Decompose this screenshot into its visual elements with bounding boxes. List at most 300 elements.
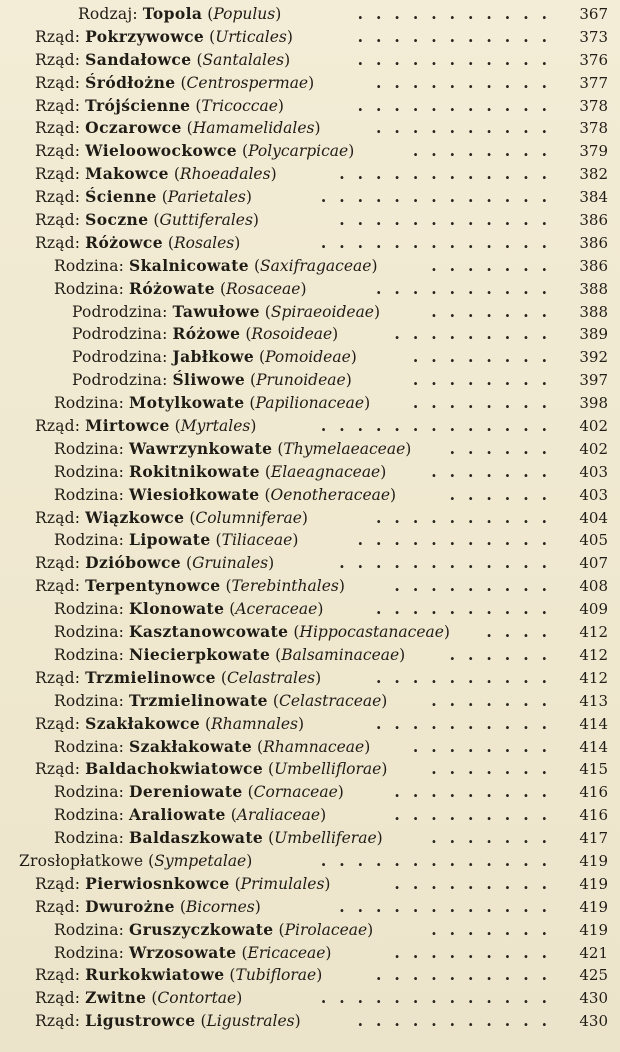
toc-entry [0,667,620,690]
dot-leader: ........ [412,347,560,367]
entry-page-number: 412 [579,623,608,642]
entry-latin-name: Terebinthales [231,577,339,596]
dot-leader: ......... [394,324,560,344]
entry-polish-name: Różowce [85,232,163,252]
entry-latin-name: Sympetalae [154,851,247,870]
entry-rank: Rząd: [35,554,81,573]
entry-rank: Rodzina: [54,485,125,504]
entry-text: Rodzina: Rokitnikowate (Elaeagnaceae) [54,461,387,481]
entry-latin-name: Hamamelidales [192,119,315,138]
entry-latin-name: Cornaceae [253,783,338,802]
entry-polish-name: Wrzosowate [129,942,237,962]
entry-polish-name: Klonowate [129,599,225,619]
entry-polish-name: Niecierpkowate [129,644,271,664]
entry-rank: Rząd: [35,165,81,184]
toc-entry [0,529,620,552]
toc-entry [0,552,620,575]
entry-rank: Rząd: [35,233,81,252]
entry-rank: Rodzina: [54,623,125,642]
dot-leader: ......... [394,576,560,596]
entry-rank: Podrodzina: [72,325,168,344]
entry-rank: Rodzina: [54,783,125,802]
entry-latin-name: Santalales [202,50,285,69]
toc-entry [0,415,620,438]
entry-text: Rząd: Rurkokwiatowe (Tubiflorae) [35,965,323,985]
entry-polish-name: Śliwowe [172,370,246,390]
entry-page-number: 397 [579,371,608,390]
entry-latin-name: Bicornes [185,897,255,916]
toc-entry [0,644,620,667]
entry-page-number: 386 [579,233,608,252]
toc-entry [0,850,620,873]
dot-leader: ....... [431,255,560,275]
entry-text: Rodzina: Niecierpkowate (Balsaminaceae) [54,644,406,664]
toc-entry [0,49,620,72]
dot-leader: ........ [412,736,560,756]
dot-leader: .......... [376,667,560,687]
entry-latin-name: Rhamnaceae [263,737,365,756]
entry-rank: Rodzina: [54,462,125,481]
entry-text: Rząd: Dwurożne (Bicornes) [35,896,261,916]
dot-leader: ........ [412,370,560,390]
toc-entry [0,186,620,209]
entry-rank: Rząd: [35,989,81,1008]
entry-rank: Rząd: [35,760,81,779]
entry-latin-name: Umbelliflorae [274,760,382,779]
entry-text: Rząd: Sandałowce (Santalales) [35,49,291,69]
toc-entry [0,232,620,255]
entry-latin-name: Araliaceae [236,806,321,825]
entry-text: Rodzaj: Topola (Populus) [78,4,282,23]
dot-leader: ........... [357,95,560,115]
entry-polish-name: Jabłkowe [172,347,255,367]
dot-leader: ........ [412,393,560,413]
entry-page-number: 412 [579,645,608,664]
toc-entry [0,758,620,781]
toc-entry [0,621,620,644]
dot-leader: ......... [394,805,560,825]
entry-rank: Rząd: [35,897,81,916]
entry-text: Rodzina: Gruszyczkowate (Pirolaceae) [54,919,374,939]
entry-latin-name: Centrospermae [186,73,309,92]
entry-polish-name: Rokitnikowate [129,461,260,481]
toc-entry [0,140,620,163]
entry-polish-name: Pierwiosnkowce [85,873,230,893]
entry-rank: Rząd: [35,714,81,733]
entry-page-number: 409 [579,600,608,619]
dot-leader: .......... [376,278,560,298]
entry-rank: Rząd: [35,27,81,46]
toc-entry [0,255,620,278]
entry-page-number: 403 [579,485,608,504]
entry-group-label: Zrosłopłatkowe [19,851,144,870]
dot-leader: ........... [357,4,560,23]
toc-entry [0,827,620,850]
entry-text: Rząd: Zwitne (Contortae) [35,988,243,1008]
entry-polish-name: Dzióbowce [85,553,182,573]
entry-text: Rodzina: Wiesiołkowate (Oenotheraceae) [54,484,397,504]
entry-page-number: 404 [579,508,608,527]
toc-entry [0,209,620,232]
entry-latin-name: Umbelliferae [274,829,377,848]
entry-page-number: 403 [579,462,608,481]
toc-entry [0,26,620,49]
toc-entry [0,1010,620,1033]
dot-leader: ............ [339,164,560,184]
entry-latin-name: Saxifragaceae [260,256,372,275]
entry-text: Rodzina: Lipowate (Tiliaceae) [54,530,299,550]
entry-page-number: 414 [579,714,608,733]
entry-text: Rząd: Makowce (Rhoeadales) [35,164,277,184]
entry-text: Rodzina: Skalnicowate (Saxifragaceae) [54,255,378,275]
entry-rank: Rząd: [35,142,81,161]
dot-leader: ....... [431,301,560,321]
entry-rank: Rząd: [35,188,81,207]
entry-latin-name: Ligustrales [206,1012,295,1031]
entry-page-number: 388 [579,279,608,298]
entry-polish-name: Szakłakowce [85,713,201,733]
entry-latin-name: Celastraceae [278,691,382,710]
entry-polish-name: Wiesiołkowate [129,484,260,504]
dot-leader: ....... [431,919,560,939]
dot-leader: ......... [394,942,560,962]
entry-polish-name: Sandałowce [85,49,192,69]
entry-rank: Podrodzina: [72,348,168,367]
entry-polish-name: Tawułowe [172,301,260,321]
dot-leader: ........... [357,49,560,69]
entry-text: Rząd: Mirtowce (Myrtales) [35,416,257,436]
entry-rank: Rząd: [35,966,81,985]
entry-page-number: 407 [579,554,608,573]
entry-page-number: 419 [579,874,608,893]
entry-rank: Rząd: [35,119,81,138]
entry-text: Rząd: Dzióbowce (Gruinales) [35,553,275,573]
entry-latin-name: Pomoideae [265,348,351,367]
entry-page-number: 419 [579,897,608,916]
entry-page-number: 430 [579,1012,608,1031]
entry-text: Rodzina: Wrzosowate (Ericaceae) [54,942,332,962]
entry-page-number: 384 [579,188,608,207]
entry-page-number: 412 [579,668,608,687]
toc-entry [0,392,620,415]
entry-page-number: 416 [579,783,608,802]
entry-polish-name: Skalnicowate [129,255,250,275]
dot-leader: .......... [376,713,560,733]
table-of-contents [0,3,620,1033]
entry-text: Rodzina: Baldaszkowate (Umbelliferae) [54,828,383,848]
entry-page-number: 389 [579,325,608,344]
entry-text: Rząd: Soczne (Guttiferales) [35,210,259,230]
toc-entry [0,95,620,118]
entry-page-number: 417 [579,829,608,848]
entry-polish-name: Różowate [129,278,215,298]
entry-text: Rodzina: Klonowate (Aceraceae) [54,599,324,619]
entry-page-number: 378 [579,96,608,115]
entry-rank: Rodzina: [54,737,125,756]
entry-latin-name: Ericaceae [247,943,326,962]
entry-latin-name: Tubiflorae [235,966,317,985]
entry-latin-name: Rosales [173,233,235,252]
entry-latin-name: Rhamnales [211,714,298,733]
entry-rank: Rząd: [35,50,81,69]
entry-page-number: 378 [579,119,608,138]
entry-text: Rodzina: Wawrzynkowate (Thymelaeaceae) [54,438,412,458]
dot-leader: ........... [357,26,560,46]
dot-leader: ............ [339,896,560,916]
toc-entry [0,781,620,804]
entry-page-number: 405 [579,531,608,550]
entry-latin-name: Elaeagnaceae [270,462,381,481]
entry-polish-name: Terpentynowce [85,576,221,596]
dot-leader: ....... [431,690,560,710]
entry-polish-name: Ścienne [85,187,157,207]
entry-polish-name: Makowce [85,164,169,184]
entry-polish-name: Pokrzywowce [85,26,205,46]
entry-latin-name: Balsaminaceae [281,645,400,664]
entry-latin-name: Papilionaceae [255,394,365,413]
entry-latin-name: Tiliaceae [221,531,293,550]
entry-page-number: 416 [579,806,608,825]
entry-rank: Rząd: [35,508,81,527]
toc-entry [0,736,620,759]
dot-leader: ......... [394,782,560,802]
entry-polish-name: Motylkowate [129,393,245,413]
entry-polish-name: Topola [142,4,203,23]
dot-leader: ........ [412,141,560,161]
entry-page-number: 419 [579,920,608,939]
toc-entry [0,323,620,346]
entry-text: Rząd: Wieloowockowce (Polycarpicae) [35,141,355,161]
entry-rank: Rząd: [35,874,81,893]
entry-latin-name: Prunoideae [256,371,346,390]
entry-polish-name: Rurkokwiatowe [85,965,225,985]
entry-text: Rząd: Szakłakowce (Rhamnales) [35,713,305,733]
toc-entry [0,3,620,26]
toc-entry [0,369,620,392]
toc-entry [0,987,620,1010]
toc-entry [0,713,620,736]
entry-polish-name: Mirtowce [85,416,170,436]
entry-rank: Rodzina: [54,645,125,664]
toc-entry [0,461,620,484]
toc-entry [0,507,620,530]
dot-leader: ...... [449,644,560,664]
entry-latin-name: Oenotheraceae [270,485,391,504]
entry-polish-name: Wiązkowce [85,507,185,527]
toc-entry [0,575,620,598]
dot-leader: ........... [357,1011,560,1031]
entry-rank: Rząd: [35,668,81,687]
entry-text: Rodzina: Kasztanowcowate (Hippocastanaceae) [54,622,450,642]
toc-entry [0,873,620,896]
dot-leader: .......... [376,599,560,619]
entry-text: Podrodzina: Różowe (Rosoideae) [72,324,339,344]
toc-entry [0,278,620,301]
entry-text: Podrodzina: Jabłkowe (Pomoideae) [72,347,357,367]
entry-rank: Rodzina: [54,943,125,962]
entry-polish-name: Trzmielinowce [85,667,216,687]
dot-leader: .......... [376,118,560,138]
entry-text: Rząd: Trójścienne (Tricoccae) [35,95,284,115]
entry-polish-name: Kasztanowcowate [129,622,289,642]
entry-latin-name: Columniferae [195,508,302,527]
entry-text: Rząd: Wiązkowce (Columniferae) [35,507,308,527]
entry-rank: Rodzina: [54,829,125,848]
dot-leader: ....... [431,759,560,779]
toc-entry [0,438,620,461]
entry-page-number: 414 [579,737,608,756]
entry-polish-name: Lipowate [129,530,211,550]
entry-rank: Rodzina: [54,691,125,710]
entry-rank: Rząd: [35,417,81,436]
entry-rank: Rząd: [35,211,81,230]
dot-leader: .......... [376,965,560,985]
entry-polish-name: Oczarowce [85,118,182,138]
entry-latin-name: Tricoccae [201,96,278,115]
toc-entry [0,896,620,919]
entry-latin-name: Urticales [215,27,287,46]
entry-polish-name: Wawrzynkowate [129,438,273,458]
entry-latin-name: Thymelaeaceae [283,439,406,458]
entry-latin-name: Myrtales [180,417,251,436]
entry-polish-name: Zwitne [85,988,147,1008]
entry-text: Podrodzina: Tawułowe (Spiraeoideae) [72,301,381,321]
entry-text: Rodzina: Szakłakowate (Rhamnaceae) [54,736,371,756]
entry-polish-name: Trzmielinowate [129,690,268,710]
entry-polish-name: Ligustrowce [85,1011,196,1031]
entry-page-number: 425 [579,966,608,985]
dot-leader: ............. [320,850,560,870]
entry-text: Rodzina: Dereniowate (Cornaceae) [54,782,344,802]
entry-latin-name: Rosaceae [226,279,301,298]
toc-entry [0,117,620,140]
entry-polish-name: Dwurożne [85,896,175,916]
entry-text: Podrodzina: Śliwowe (Prunoideae) [72,370,352,390]
dot-leader: ............ [339,553,560,573]
entry-page-number: 419 [579,851,608,870]
toc-entry [0,72,620,95]
toc-entry [0,804,620,827]
dot-leader: ....... [431,461,560,481]
entry-polish-name: Soczne [85,210,149,230]
entry-latin-name: Rhoeadales [179,165,271,184]
entry-latin-name: Populus [213,5,276,23]
toc-entry [0,942,620,965]
entry-latin-name: Gruinales [192,554,269,573]
entry-page-number: 386 [579,211,608,230]
entry-text: Rząd: Pokrzywowce (Urticales) [35,26,293,46]
entry-text: Rodzina: Motylkowate (Papilionaceae) [54,393,371,413]
dot-leader: ............. [320,187,560,207]
entry-latin-name: Contortae [157,989,237,1008]
entry-page-number: 402 [579,417,608,436]
entry-latin-name: Aceraceae [235,600,318,619]
entry-latin-name: Hippocastanaceae [299,623,444,642]
entry-page-number: 386 [579,256,608,275]
entry-rank: Rodzina: [54,394,125,413]
toc-entry [0,346,620,369]
entry-page-number: 388 [579,302,608,321]
entry-text: Rząd: Różowce (Rosales) [35,232,241,252]
entry-latin-name: Pirolaceae [284,920,368,939]
entry-latin-name: Guttiferales [159,211,253,230]
entry-polish-name: Dereniowate [129,782,243,802]
entry-polish-name: Araliowate [129,805,226,825]
entry-text: Rząd: Terpentynowce (Terebinthales) [35,576,345,596]
dot-leader: ......... [394,873,560,893]
entry-latin-name: Polycarpicae [248,142,349,161]
entry-page-number: 408 [579,577,608,596]
entry-polish-name: Baldachokwiatowce [85,759,264,779]
entry-page-number: 415 [579,760,608,779]
entry-text: Rząd: Ligustrowce (Ligustrales) [35,1011,301,1031]
dot-leader: ........... [357,530,560,550]
toc-entry [0,690,620,713]
toc-entry [0,919,620,942]
dot-leader: ............. [320,232,560,252]
toc-entry [0,163,620,186]
entry-page-number: 379 [579,142,608,161]
entry-page-number: 377 [579,73,608,92]
dot-leader: ...... [449,484,560,504]
toc-entry [0,484,620,507]
dot-leader: ............. [320,416,560,436]
entry-rank: Rodzina: [54,439,125,458]
entry-text: Rząd: Ścienne (Parietales) [35,187,252,207]
entry-rank: Rodzina: [54,279,125,298]
entry-text: Rząd: Trzmielinowce (Celastrales) [35,667,322,687]
entry-rank: Rząd: [35,1012,81,1031]
entry-text: Rząd: Oczarowce (Hamamelidales) [35,118,321,138]
entry-page-number: 392 [579,348,608,367]
dot-leader: .......... [376,507,560,527]
entry-rank: Rząd: [35,96,81,115]
toc-entry [0,598,620,621]
entry-polish-name: Szakłakowate [129,736,253,756]
entry-rank: Rząd: [35,577,81,596]
entry-polish-name: Gruszyczkowate [129,919,274,939]
entry-polish-name: Trójścienne [85,95,191,115]
entry-text: Rodzina: Różowate (Rosaceae) [54,278,307,298]
entry-page-number: 398 [579,394,608,413]
entry-rank: Podrodzina: [72,302,168,321]
entry-page-number: 382 [579,165,608,184]
entry-rank: Rząd: [35,73,81,92]
dot-leader: ............. [320,988,560,1008]
entry-latin-name: Primulales [240,874,325,893]
entry-rank: Podrodzina: [72,371,168,390]
entry-rank: Rodzina: [54,531,125,550]
entry-polish-name: Baldaszkowate [129,828,264,848]
entry-rank: Rodzina: [54,920,125,939]
entry-text: Rodzina: Trzmielinowate (Celastraceae) [54,690,388,710]
entry-text: Zrosłopłatkowe (Sympetalae) [19,851,253,870]
entry-page-number: 421 [579,943,608,962]
entry-text: Rząd: Baldachokwiatowce (Umbelliflorae) [35,759,388,779]
dot-leader: ....... [431,828,560,848]
entry-page-number: 402 [579,439,608,458]
entry-rank: Rodzina: [54,806,125,825]
entry-text: Rząd: Pierwiosnkowce (Primulales) [35,873,331,893]
dot-leader: .......... [376,72,560,92]
dot-leader: ...... [449,438,560,458]
entry-latin-name: Rosoideae [251,325,333,344]
entry-text: Rodzina: Araliowate (Araliaceae) [54,805,327,825]
entry-rank: Rodzaj: [78,5,138,23]
entry-latin-name: Celastrales [226,668,316,687]
dot-leader: ............ [339,210,560,230]
dot-leader: .... [486,622,560,642]
